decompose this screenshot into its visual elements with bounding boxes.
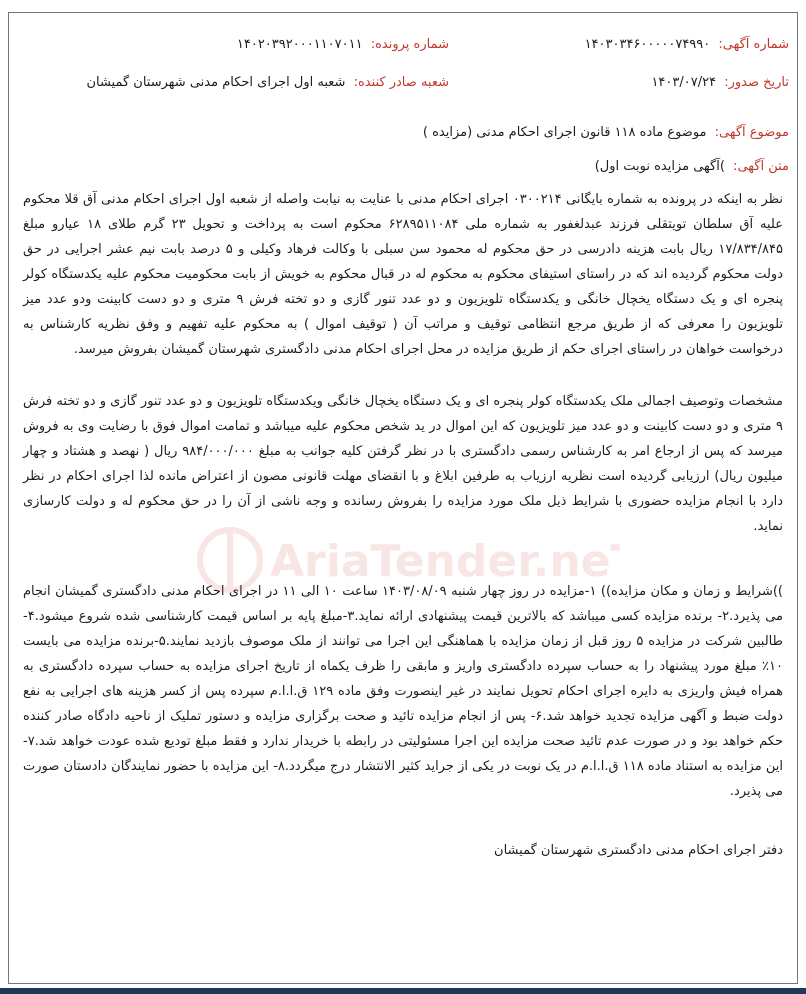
issuer-value: شعبه اول اجرای احکام مدنی شهرستان گمیشان — [86, 75, 346, 90]
issue-date-field — [651, 75, 789, 90]
footer-signature: دفتر اجرای احکام مدنی دادگستری شهرستان گمیشان — [494, 843, 783, 858]
body-title: )آگهی مزایده نوبت اول) — [594, 159, 725, 174]
file-number-label: شماره پرونده: — [370, 37, 449, 52]
issue-date-value: ۱۴۰۳/۰۷/۲۴ — [651, 75, 717, 90]
body-heading — [595, 159, 789, 174]
ad-number-value: ۱۴۰۳۰۳۴۶۰۰۰۰۰۷۴۹۹۰ — [584, 37, 711, 52]
subject-label: موضوع آگهی: — [714, 125, 789, 140]
ad-number-field — [585, 37, 789, 52]
subject-value: موضوع ماده ۱۱۸ قانون اجرای احکام مدنی (مزایده ) — [422, 125, 707, 140]
subject-field — [423, 125, 789, 140]
file-number-field — [237, 37, 449, 52]
file-number-value: ۱۴۰۲۰۳۹۲۰۰۰۱۱۰۷۰۱۱ — [236, 37, 363, 52]
notice-frame — [8, 12, 798, 984]
issue-date-label: تاریخ صدور: — [724, 75, 789, 90]
issuer-field — [86, 75, 449, 90]
watermark-text: AriaTender.neT — [270, 536, 620, 587]
bottom-edge-bar — [0, 988, 806, 994]
body-label: متن آگهی: — [733, 159, 789, 174]
paragraph-description: مشخصات وتوصیف اجمالی ملک یکدستگاه کولر پنجره ای و یک دستگاه یخچال خانگی ویکدستگاه تلویزیون و دو عدد تنور گازی و دو تخته فرش ۹ متری و دو دست کابینت و دو عدد میز تلویزیون که این اموال در ید شخص محکوم علیه میباشد و تمامت اموال فوق با رضایت وی به فروش میرسد که پس از ارجاع امر به کارشناس رسمی دادگستری با در نظر گرفتن کلیه جوانب به مبلغ ۹۸۴/۰۰۰/۰۰۰ ریال ( نهصد و هشتاد و چهار میلیون ریال) ارزیابی گردیده است نظریه ارزیاب به طرفین ابلاغ و با انقضای مهلت قانونی مصون از اعتراض مانده لذا اجرای احکام در نظر دارد با انجام مزایده حضوری با شرایط ذیل ملک مورد مزایده را بفروش رسانده و وجه ناشی از آن را در حق محکوم له و دولت کارسازی نماید. — [23, 394, 783, 534]
paragraph-intro: نظر به اینکه در پرونده به شماره بایگانی ۰۳۰۰۲۱۴ اجرای احکام مدنی با عنایت به نیابت واصله از شعبه اول اجرای احکام مدنی آق قلا محکوم علیه آق سلطان تویتقلی فرزند عبدلغفور به شماره ملی ۶۲۸۹۵۱۱۰۸۴ محکوم است به پرداخت و تحویل ۲۳ گرم طلای ۱۸ عیارو مبلغ ۱۷/۸۳۴/۸۴۵ ریال بابت هزینه دادرسی در حق محکوم له محمود سن سبلی با وکالت فرهاد وکیلی و ۵ درصد بابت نیم عشر اجرایی در حق دولت محکوم گردیده اند که در راستای استیفای محکوم به محکوم له در قبال محکوم به خویش از بابت محکومیت محکوم علیه یکدستگاه کولر پنجره ای و یک دستگاه یخچال خانگی و یکدستگاه تلویزیون و دو عدد تنور گازی و دو تخته فرش ۹ متری و دو دست کابینت ودو عدد میز تلویزیون را معرفی که از طریق مرجع انتظامی توقیف و مراتب آن ( توقیف اموال ) به محکوم علیه تفهیم و وفق نظریه کارشناس به درخواست خواهان در راستای اجرای حکم از طریق مزایده در محل اجرای احکام مدنی دادگستری شهرستان گمیشان بفروش میرسد. — [23, 192, 783, 357]
paragraph-conditions: ))شرایط و زمان و مکان مزایده)) ۱-مزایده در روز چهار شنبه ۱۴۰۳/۰۸/۰۹ ساعت ۱۰ الی ۱۱ در اجرای احکام مدنی دادگستری گمیشان انجام می پذیرد.۲- برنده مزایده کسی میباشد که بالاترین قیمت پیشنهادی ارائه نماید.۳-مبلغ پایه بر اساس قیمت کارشناسی شده شروع میشود.۴-طالبین شرکت در مزایده ۵ روز قبل از زمان مزایده با هماهنگی این اجرا می توانند از ملک موصوف بازدید نمایند.۵-برنده مزایده می بایست ۱۰٪ مبلغ مورد پیشنهاد را به حساب سپرده دادگستری واریز و مابقی را ظرف یکماه از تاریخ اجرای مزایده به حساب سپرده دادگستری به همراه فیش واریزی به دایره اجرای احکام تحویل نمایند در غیر اینصورت وفق ماده ۱۲۹ ق.ا.ا.م سپرده پس از کسر هزینه های اجرایی به نفع دولت ضبط و آگهی مزایده تجدید خواهد شد.۶- پس از انجام مزایده تائید و صحت برگزاری مزایده و دستور تملیک از ناحیه دادگاه صادر کننده حکم خواهد بود و در صورت عدم تائید صحت مزایده این اجرا مسئولیتی در رابطه با خریدار ندارد و فقط مبلغ تودیع شده عودت خواهد شد.۷- این مزایده به استناد ماده ۱۱۸ ق.ا.ا.م در یک نوبت در یکی از جراید کثیر الانتشار درج میگردد.۸- این مزایده با حضور نمایندگان دادستان صورت می پذیرد. — [23, 584, 784, 799]
ad-number-label: شماره آگهی: — [718, 37, 789, 52]
issuer-label: شعبه صادر کننده: — [353, 75, 449, 90]
